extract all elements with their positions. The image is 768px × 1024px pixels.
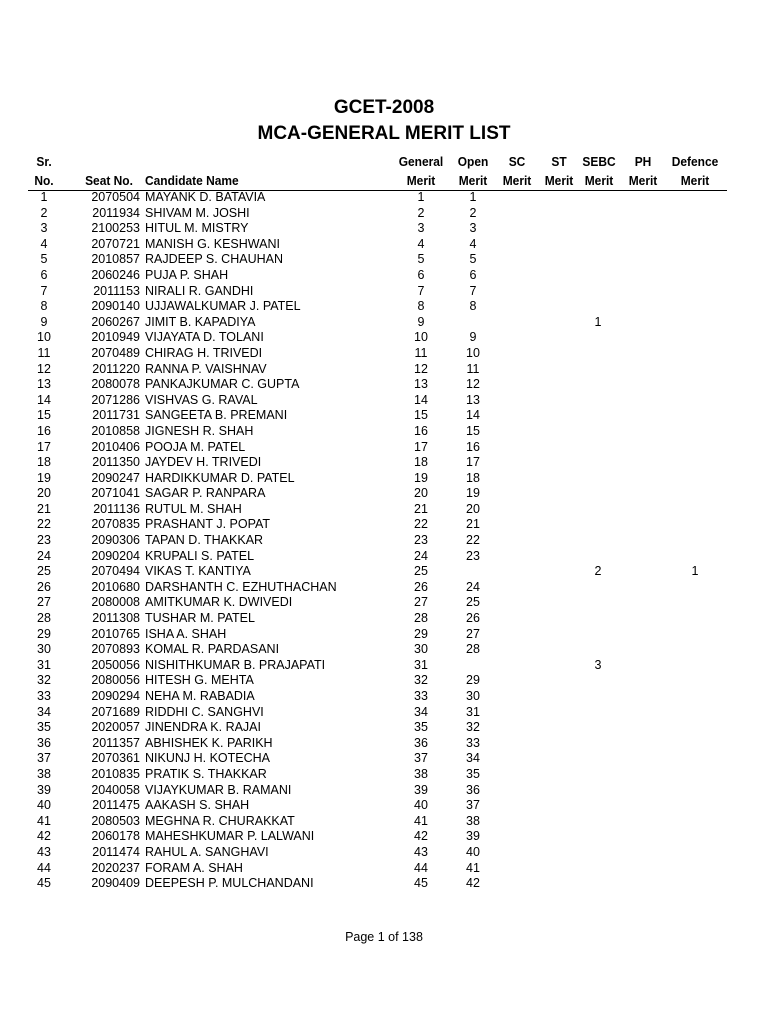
candidate-name-cell: PUJA P. SHAH [145,267,229,282]
table-row [0,221,768,237]
table-row [0,455,768,471]
seat-no-cell: 2011136 [93,501,140,516]
open-merit-cell: 28 [466,642,480,657]
sr-no-cell: 13 [37,377,51,392]
table-row [0,549,768,565]
seat-no-cell: 2020237 [91,860,140,875]
table-row [0,627,768,643]
candidate-name-cell: UJJAWALKUMAR J. PATEL [145,299,301,314]
candidate-name-cell: PRATIK S. THAKKAR [145,766,267,781]
table-row [0,689,768,705]
header-candidate-name: Candidate Name [145,173,239,188]
general-merit-cell: 45 [414,876,428,891]
general-merit-cell: 10 [414,330,428,345]
open-merit-cell: 24 [466,579,480,594]
table-row [0,580,768,596]
table-row [0,440,768,456]
seat-no-cell: 2010680 [91,579,140,594]
sr-no-cell: 5 [40,252,48,267]
sr-no-cell: 35 [37,720,51,735]
general-merit-cell: 15 [414,408,428,423]
table-row [0,845,768,861]
general-merit-cell: 1 [417,190,425,204]
table-row [0,829,768,845]
general-merit-cell: 37 [414,751,428,766]
sr-no-cell: 29 [37,626,51,641]
open-merit-cell: 30 [466,689,480,703]
table-row [0,252,768,268]
table-row [0,377,768,393]
general-merit-cell: 22 [414,517,428,532]
open-merit-cell: 11 [466,361,480,376]
general-merit-cell: 24 [414,548,428,563]
open-merit-cell: 22 [466,533,480,548]
seat-no-cell: 2080503 [91,813,140,828]
candidate-name-cell: ISHA A. SHAH [145,626,227,641]
table-row [0,206,768,222]
table-row [0,330,768,346]
general-merit-cell: 6 [417,267,425,282]
candidate-name-cell: RAJDEEP S. CHAUHAN [145,252,283,267]
candidate-name-cell: ABHISHEK K. PARIKH [145,735,273,750]
seat-no-cell: 2010406 [91,439,140,454]
sr-no-cell: 33 [37,689,51,703]
header-sr-no: Sr. No. [34,154,54,188]
table-row [0,658,768,674]
seat-no-cell: 2070494 [91,564,140,579]
seat-no-cell: 2050056 [91,657,140,672]
seat-no-cell: 2011475 [92,798,140,813]
open-merit-cell: 29 [466,673,480,688]
sr-no-cell: 8 [40,299,48,314]
candidate-name-cell: HARDIKKUMAR D. PATEL [145,470,295,485]
seat-no-cell: 2090294 [91,689,140,703]
open-merit-cell: 17 [466,455,480,470]
seat-no-cell: 2071286 [91,392,140,407]
sr-no-cell: 27 [37,595,51,610]
open-merit-cell: 2 [469,205,477,220]
seat-no-cell: 2011308 [92,611,140,626]
open-merit-cell: 19 [466,486,480,501]
general-merit-cell: 25 [414,564,428,579]
candidate-name-cell: JIGNESH R. SHAH [145,423,254,438]
table-row [0,767,768,783]
table-row [0,190,768,206]
general-merit-cell: 28 [414,611,428,626]
table-row [0,814,768,830]
sr-no-cell: 31 [37,657,51,672]
open-merit-cell: 6 [469,267,477,282]
open-merit-cell: 33 [466,735,480,750]
open-merit-cell: 35 [466,766,480,781]
open-merit-cell: 39 [466,829,480,844]
seat-no-cell: 2080056 [91,673,140,688]
candidate-name-cell: MEGHNA R. CHURAKKAT [145,813,295,828]
open-merit-cell: 42 [466,876,480,891]
seat-no-cell: 2070489 [91,345,140,360]
candidate-name-cell: SHIVAM M. JOSHI [145,205,250,220]
table-row [0,533,768,549]
header-seat-no: Seat No. [85,173,133,188]
candidate-name-cell: HITESH G. MEHTA [145,673,254,688]
seat-no-cell: 2011474 [92,844,140,859]
table-row [0,237,768,253]
candidate-name-cell: NISHITHKUMAR B. PRAJAPATI [145,657,326,672]
general-merit-cell: 20 [414,486,428,501]
seat-no-cell: 2080008 [91,595,140,610]
table-row [0,346,768,362]
table-row [0,798,768,814]
table-row [0,517,768,533]
open-merit-cell: 12 [466,377,480,392]
sr-no-cell: 39 [37,782,51,797]
seat-no-cell: 2011350 [92,455,140,470]
general-merit-cell: 21 [414,501,428,516]
general-merit-cell: 36 [414,735,428,750]
general-merit-cell: 19 [414,470,428,485]
open-merit-cell: 36 [466,782,480,797]
general-merit-cell: 43 [414,844,428,859]
sebc-merit-cell: 2 [594,564,602,579]
open-merit-cell: 5 [469,252,477,267]
sr-no-cell: 26 [37,579,51,594]
seat-no-cell: 2090409 [91,876,140,891]
seat-no-cell: 2011731 [92,408,140,423]
sebc-merit-cell: 3 [594,657,602,672]
general-merit-cell: 26 [414,579,428,594]
sr-no-cell: 23 [37,533,51,548]
candidate-name-cell: RAHUL A. SANGHAVI [145,844,269,859]
candidate-name-cell: RUTUL M. SHAH [145,501,242,516]
table-row [0,861,768,877]
general-merit-cell: 35 [414,720,428,735]
seat-no-cell: 2011220 [92,361,140,376]
table-row [0,299,768,315]
open-merit-cell: 41 [466,860,480,875]
sr-no-cell: 22 [37,517,51,532]
seat-no-cell: 2071689 [91,704,140,719]
seat-no-cell: 2010857 [91,252,140,267]
open-merit-cell: 20 [466,501,480,516]
open-merit-cell: 40 [466,844,480,859]
open-merit-cell: 10 [466,345,480,360]
sr-no-cell: 30 [37,642,51,657]
table-row [0,408,768,424]
seat-no-cell: 2040058 [91,782,140,797]
header-sebc-merit: SEBC Merit [582,154,616,188]
general-merit-cell: 9 [417,314,425,329]
header-ph-merit: PH Merit [628,154,658,188]
seat-no-cell: 2090306 [91,533,140,548]
table-row [0,876,768,892]
open-merit-cell: 9 [469,330,477,345]
candidate-name-cell: VIJAYATA D. TOLANI [145,330,264,345]
general-merit-cell: 11 [414,345,428,360]
document-subtitle: MCA-GENERAL MERIT LIST [257,123,511,144]
sr-no-cell: 6 [40,267,48,282]
general-merit-cell: 44 [414,860,428,875]
open-merit-cell: 7 [469,283,477,298]
open-merit-cell: 1 [469,190,477,204]
sr-no-cell: 2 [40,205,48,220]
general-merit-cell: 40 [414,798,428,813]
general-merit-cell: 38 [414,766,428,781]
general-merit-cell: 39 [414,782,428,797]
candidate-name-cell: MAYANK D. BATAVIA [145,190,266,204]
sr-no-cell: 25 [37,564,51,579]
open-merit-cell: 13 [466,392,480,407]
general-merit-cell: 23 [414,533,428,548]
seat-no-cell: 2071041 [91,486,140,501]
candidate-name-cell: VIJAYKUMAR B. RAMANI [145,782,292,797]
general-merit-cell: 34 [414,704,428,719]
seat-no-cell: 2010835 [91,766,140,781]
candidate-name-cell: NEHA M. RABADIA [145,689,255,703]
sr-no-cell: 44 [37,860,51,875]
open-merit-cell: 15 [466,423,480,438]
table-row [0,642,768,658]
table-row [0,315,768,331]
candidate-name-cell: KRUPALI S. PATEL [145,548,255,563]
sr-no-cell: 38 [37,766,51,781]
table-row [0,673,768,689]
seat-no-cell: 2070893 [91,642,140,657]
general-merit-cell: 4 [417,236,425,251]
seat-no-cell: 2011153 [93,283,140,298]
candidate-name-cell: FORAM A. SHAH [145,860,243,875]
open-merit-cell: 38 [466,813,480,828]
sr-no-cell: 37 [37,751,51,766]
header-general-merit: General Merit [398,154,444,188]
sr-no-cell: 17 [37,439,51,454]
sr-no-cell: 1 [40,190,48,204]
sr-no-cell: 45 [37,876,51,891]
general-merit-cell: 27 [414,595,428,610]
seat-no-cell: 2060267 [91,314,140,329]
open-merit-cell: 14 [466,408,480,423]
seat-no-cell: 2060178 [91,829,140,844]
sr-no-cell: 10 [37,330,51,345]
sr-no-cell: 21 [37,501,51,516]
seat-no-cell: 2010949 [91,330,140,345]
sr-no-cell: 36 [37,735,51,750]
general-merit-cell: 32 [414,673,428,688]
candidate-name-cell: SAGAR P. RANPARA [145,486,266,501]
general-merit-cell: 3 [417,221,425,236]
seat-no-cell: 2011357 [92,735,140,750]
candidate-name-cell: PANKAJKUMAR C. GUPTA [145,377,300,392]
seat-no-cell: 2011934 [92,205,140,220]
seat-no-cell: 2020057 [91,720,140,735]
seat-no-cell: 2100253 [91,221,140,236]
candidate-name-cell: SANGEETA B. PREMANI [145,408,288,423]
sr-no-cell: 12 [37,361,51,376]
sr-no-cell: 9 [40,314,48,329]
sr-no-cell: 32 [37,673,51,688]
header-open-merit: Open Merit [457,154,489,188]
general-merit-cell: 31 [414,657,428,672]
general-merit-cell: 33 [414,689,428,703]
general-merit-cell: 42 [414,829,428,844]
sr-no-cell: 18 [37,455,51,470]
seat-no-cell: 2070721 [91,236,140,251]
open-merit-cell: 25 [466,595,480,610]
table-row [0,595,768,611]
candidate-name-cell: AAKASH S. SHAH [145,798,250,813]
general-merit-cell: 41 [414,813,428,828]
open-merit-cell: 26 [466,611,480,626]
table-row [0,751,768,767]
table-row [0,471,768,487]
table-row [0,705,768,721]
table-row [0,611,768,627]
candidate-name-cell: TAPAN D. THAKKAR [145,533,264,548]
table-row [0,564,768,580]
sr-no-cell: 15 [37,408,51,423]
sr-no-cell: 16 [37,423,51,438]
candidate-name-cell: DARSHANTH C. EZHUTHACHAN [145,579,337,594]
general-merit-cell: 2 [417,205,425,220]
general-merit-cell: 8 [417,299,425,314]
sr-no-cell: 28 [37,611,51,626]
merit-table-body [0,190,768,892]
seat-no-cell: 2010858 [91,423,140,438]
candidate-name-cell: MAHESHKUMAR P. LALWANI [145,829,315,844]
general-merit-cell: 5 [417,252,425,267]
open-merit-cell: 4 [469,236,477,251]
candidate-name-cell: KOMAL R. PARDASANI [145,642,280,657]
seat-no-cell: 2090204 [91,548,140,563]
table-row [0,393,768,409]
table-row [0,720,768,736]
table-row [0,486,768,502]
candidate-name-cell: NIKUNJ H. KOTECHA [145,751,271,766]
open-merit-cell: 21 [466,517,480,532]
table-row [0,268,768,284]
candidate-name-cell: RANNA P. VAISHNAV [145,361,267,376]
candidate-name-cell: CHIRAG H. TRIVEDI [145,345,263,360]
candidate-name-cell: JAYDEV H. TRIVEDI [145,455,262,470]
open-merit-cell: 32 [466,720,480,735]
seat-no-cell: 2010765 [91,626,140,641]
defence-merit-cell: 1 [691,564,699,579]
sr-no-cell: 40 [37,798,51,813]
seat-no-cell: 2060246 [91,267,140,282]
sr-no-cell: 43 [37,844,51,859]
sr-no-cell: 14 [37,392,51,407]
general-merit-cell: 17 [414,439,428,454]
general-merit-cell: 16 [414,423,428,438]
sr-no-cell: 24 [37,548,51,563]
candidate-name-cell: TUSHAR M. PATEL [145,611,255,626]
sr-no-cell: 3 [40,221,48,236]
open-merit-cell: 34 [466,751,480,766]
open-merit-cell: 37 [466,798,480,813]
seat-no-cell: 2070504 [91,190,140,204]
general-merit-cell: 12 [414,361,428,376]
candidate-name-cell: JINENDRA K. RAJAI [145,720,261,735]
table-row [0,502,768,518]
table-row [0,783,768,799]
sr-no-cell: 4 [40,236,48,251]
page-number: Page 1 of 138 [345,930,423,944]
sr-no-cell: 19 [37,470,51,485]
document-title: GCET-2008 [333,97,435,118]
general-merit-cell: 18 [414,455,428,470]
candidate-name-cell: RIDDHI C. SANGHVI [145,704,264,719]
sebc-merit-cell: 1 [594,314,602,329]
seat-no-cell: 2090247 [91,470,140,485]
open-merit-cell: 3 [469,221,477,236]
candidate-name-cell: MANISH G. KESHWANI [145,236,280,251]
sr-no-cell: 34 [37,704,51,719]
table-row [0,736,768,752]
candidate-name-cell: JIMIT B. KAPADIYA [145,314,256,329]
table-row [0,284,768,300]
open-merit-cell: 18 [466,470,480,485]
header-defence-merit: Defence Merit [671,154,719,188]
sr-no-cell: 20 [37,486,51,501]
candidate-name-cell: VISHVAS G. RAVAL [145,392,258,407]
table-row [0,424,768,440]
candidate-name-cell: PRASHANT J. POPAT [145,517,271,532]
open-merit-cell: 16 [466,439,480,454]
seat-no-cell: 2070835 [91,517,140,532]
sr-no-cell: 41 [37,813,51,828]
seat-no-cell: 2070361 [91,751,140,766]
seat-no-cell: 2090140 [91,299,140,314]
table-row [0,362,768,378]
candidate-name-cell: VIKAS T. KANTIYA [145,564,251,579]
general-merit-cell: 13 [414,377,428,392]
header-st-merit: ST Merit [544,154,574,188]
general-merit-cell: 29 [414,626,428,641]
sr-no-cell: 11 [37,345,51,360]
candidate-name-cell: AMITKUMAR K. DWIVEDI [145,595,293,610]
open-merit-cell: 23 [466,548,480,563]
candidate-name-cell: DEEPESH P. MULCHANDANI [145,876,314,891]
sr-no-cell: 7 [40,283,48,298]
open-merit-cell: 31 [466,704,480,719]
sr-no-cell: 42 [37,829,51,844]
candidate-name-cell: NIRALI R. GANDHI [145,283,254,298]
candidate-name-cell: HITUL M. MISTRY [145,221,249,236]
open-merit-cell: 27 [466,626,480,641]
general-merit-cell: 30 [414,642,428,657]
general-merit-cell: 7 [417,283,425,298]
general-merit-cell: 14 [414,392,428,407]
open-merit-cell: 8 [469,299,477,314]
seat-no-cell: 2080078 [91,377,140,392]
header-sc-merit: SC Merit [502,154,532,188]
candidate-name-cell: POOJA M. PATEL [145,439,246,454]
